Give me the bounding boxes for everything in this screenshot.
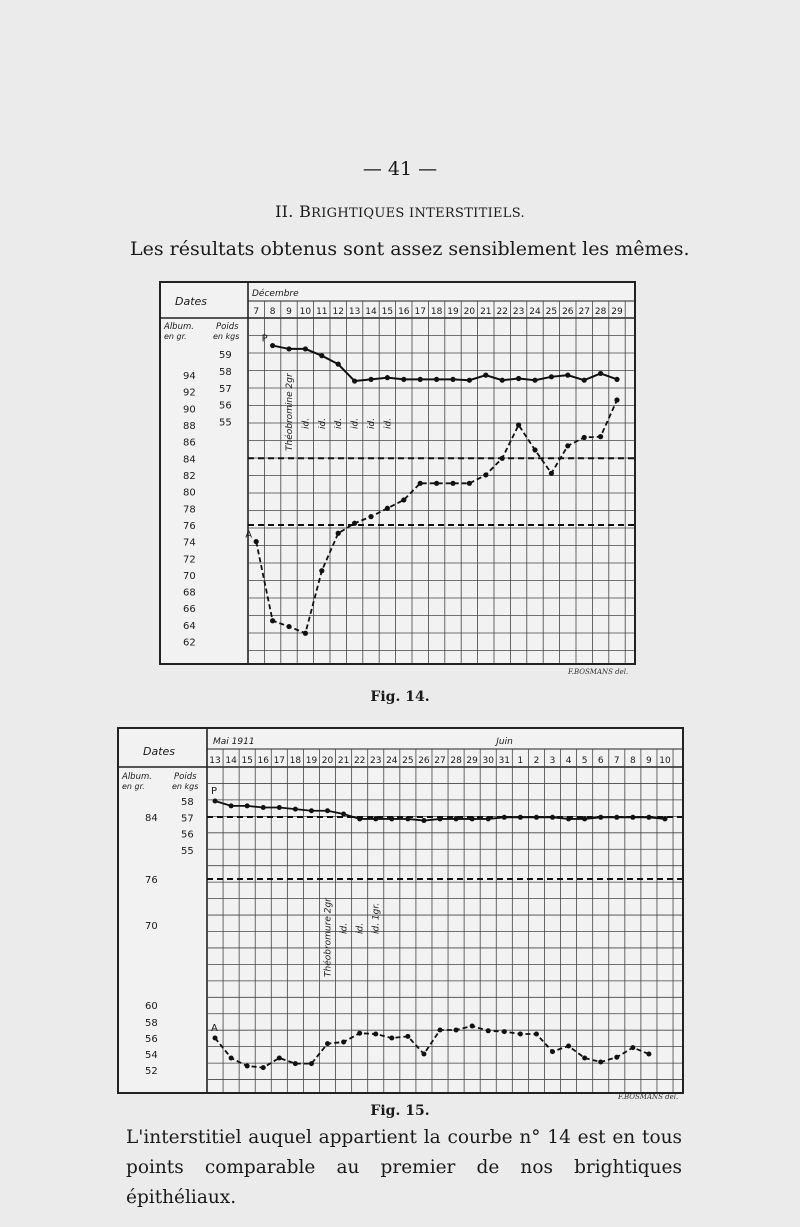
albumin-data-point <box>434 481 439 486</box>
album-tick-label: 76 <box>183 520 196 532</box>
day-label: 11 <box>316 307 328 317</box>
albumin-data-point <box>368 514 373 519</box>
day-label: 10 <box>299 307 312 317</box>
day-label: 13 <box>348 307 361 317</box>
weight-data-point <box>598 815 603 820</box>
day-label: 17 <box>414 307 426 317</box>
albumin-data-point <box>352 521 357 526</box>
albumin-data-point <box>213 1036 218 1041</box>
month-label: Juin <box>496 737 513 747</box>
album-tick-label: 56 <box>145 1034 158 1045</box>
poids-tick-label: 57 <box>181 813 194 825</box>
day-label: 14 <box>225 756 237 766</box>
album-tick-label: 88 <box>183 420 196 432</box>
day-label: 29 <box>466 756 478 766</box>
albumin-data-point <box>614 1055 619 1060</box>
albumin-data-point <box>373 1032 378 1037</box>
weight-data-point <box>418 377 423 382</box>
day-label: 4 <box>565 756 572 766</box>
figure-14-caption: Fig. 14. <box>370 689 430 705</box>
albumin-data-point <box>532 447 537 452</box>
album-tick-label: 54 <box>145 1050 158 1061</box>
treatment-id-label: id. <box>301 417 312 429</box>
albumin-series-marker: A <box>245 529 253 541</box>
weight-data-point <box>532 378 537 383</box>
day-label: 5 <box>581 756 588 766</box>
treatment-id-label: id. <box>317 417 328 429</box>
albumin-data-point <box>325 1041 330 1046</box>
album-tick-label: 90 <box>183 404 196 416</box>
weight-data-point <box>341 812 346 817</box>
weight-data-point <box>336 362 341 367</box>
treatment-id-label: id. <box>339 922 350 934</box>
albumin-data-point <box>401 497 406 502</box>
treatment-id-label: id. <box>383 417 394 429</box>
albumin-data-point <box>516 422 521 427</box>
weight-data-point <box>389 816 394 821</box>
weight-data-point <box>401 377 406 382</box>
day-label: 8 <box>269 307 276 317</box>
album-axis-unit: en gr. <box>164 332 187 341</box>
albumin-data-point <box>389 1036 394 1041</box>
intro-text: Les résultats obtenus sont assez sensiblement les mêmes. <box>130 238 690 260</box>
albumin-data-point <box>309 1061 314 1066</box>
day-label: 22 <box>353 756 366 766</box>
albumin-data-point <box>286 624 291 629</box>
weight-data-point <box>319 353 324 358</box>
day-label: 15 <box>381 307 394 317</box>
weight-data-point <box>614 815 619 820</box>
weight-data-point <box>483 373 488 378</box>
day-label: 26 <box>562 307 574 317</box>
day-label: 18 <box>289 756 302 766</box>
poids-tick-label: 58 <box>181 797 194 808</box>
weight-data-point <box>565 373 570 378</box>
weight-data-point <box>277 805 282 810</box>
poids-axis-unit: en kgs <box>213 332 240 341</box>
day-label: 3 <box>549 756 556 766</box>
albumin-data-point <box>229 1056 234 1061</box>
weight-data-point <box>434 377 439 382</box>
day-label: 27 <box>578 307 590 317</box>
albumin-data-point <box>438 1028 443 1033</box>
day-label: 16 <box>398 307 410 317</box>
album-tick-label: 86 <box>183 437 196 449</box>
day-label: 15 <box>241 756 253 766</box>
day-label: 9 <box>286 307 292 317</box>
albumin-data-point <box>270 618 275 623</box>
albumin-data-point <box>598 434 603 439</box>
albumin-data-point <box>518 1032 523 1037</box>
day-label: 19 <box>447 307 459 317</box>
weight-data-point <box>614 377 619 382</box>
poids-tick-label: 56 <box>219 400 232 412</box>
day-label: 1 <box>517 756 524 766</box>
figure-15-caption: Fig. 15. <box>370 1103 430 1119</box>
album-tick-label: 78 <box>183 504 196 516</box>
dates-header: Dates <box>175 295 208 308</box>
album-tick-label: 70 <box>145 921 158 932</box>
weight-data-point <box>534 815 539 820</box>
weight-data-point <box>261 805 266 810</box>
dates-header: Dates <box>143 745 176 758</box>
poids-axis-title: Poids <box>216 322 239 332</box>
day-label: 25 <box>545 307 558 317</box>
albumin-data-point <box>470 1024 475 1029</box>
albumin-data-point <box>549 471 554 476</box>
weight-data-point <box>502 815 507 820</box>
weight-data-point <box>293 807 298 812</box>
day-label: 20 <box>321 756 334 766</box>
albumin-data-point <box>254 539 259 544</box>
poids-tick-label: 58 <box>219 366 232 378</box>
day-label: 12 <box>332 307 344 317</box>
day-label: 21 <box>480 307 492 317</box>
weight-data-point <box>438 816 443 821</box>
closing-paragraph: L'interstitiel auquel appartient la courbe n° 14 est en tous points comparable au premier de nos brightiques épithéliaux. <box>126 1127 682 1208</box>
albumin-series-marker: A <box>211 1023 218 1034</box>
day-label: 26 <box>418 756 430 766</box>
day-label: 22 <box>496 307 508 317</box>
day-label: 28 <box>450 756 462 766</box>
day-label: 13 <box>209 756 221 766</box>
album-axis-unit: en gr. <box>122 782 145 791</box>
album-tick-label: 66 <box>183 604 196 616</box>
month-label: Mai 1911 <box>213 737 255 747</box>
treatment-label: Théobromure 2gr <box>323 898 334 977</box>
albumin-data-point <box>418 481 423 486</box>
weight-data-point <box>470 816 475 821</box>
albumin-data-point <box>598 1060 603 1065</box>
album-tick-label: 62 <box>183 637 196 649</box>
month-label: Décembre <box>252 289 299 299</box>
albumin-data-point <box>405 1034 410 1039</box>
poids-tick-label: 57 <box>219 383 232 395</box>
album-tick-label: 84 <box>145 813 158 824</box>
weight-data-point <box>662 816 667 821</box>
albumin-data-point <box>293 1061 298 1066</box>
day-label: 30 <box>482 756 494 766</box>
albumin-data-point <box>566 1044 571 1049</box>
albumin-data-point <box>646 1052 651 1057</box>
weight-data-point <box>582 816 587 821</box>
treatment-id-label: id. <box>350 417 361 429</box>
poids-axis-title: Poids <box>174 772 197 782</box>
day-label: 17 <box>273 756 286 766</box>
albumin-data-point <box>421 1052 426 1057</box>
poids-tick-label: 59 <box>219 350 232 361</box>
weight-data-point <box>229 803 234 808</box>
album-tick-label: 60 <box>145 1001 158 1012</box>
albumin-data-point <box>336 531 341 536</box>
day-label: 23 <box>512 307 525 317</box>
albumin-data-point <box>277 1056 282 1061</box>
album-tick-label: 76 <box>145 875 158 886</box>
day-label: 25 <box>402 756 414 766</box>
section-heading-caps: RIGHTIQUES INTERSTITIELS. <box>311 206 525 221</box>
treatment-id-label: id. <box>355 922 366 934</box>
day-label: 9 <box>646 756 652 766</box>
albumin-data-point <box>450 481 455 486</box>
day-label: 29 <box>611 307 623 317</box>
day-label: 24 <box>529 307 541 317</box>
albumin-data-point <box>534 1032 539 1037</box>
weight-data-point <box>550 815 555 820</box>
weight-data-point <box>566 816 571 821</box>
weight-data-point <box>270 343 275 348</box>
day-label: 8 <box>629 756 636 766</box>
day-label: 27 <box>434 756 446 766</box>
weight-data-point <box>405 816 410 821</box>
album-axis-title: Album. <box>164 322 194 332</box>
weight-data-point <box>385 375 390 380</box>
album-tick-label: 52 <box>145 1066 158 1077</box>
weight-data-point <box>357 816 362 821</box>
album-tick-label: 72 <box>183 554 196 566</box>
day-label: 28 <box>594 307 607 317</box>
albumin-data-point <box>303 631 308 636</box>
albumin-data-point <box>582 1056 587 1061</box>
albumin-data-point <box>483 472 488 477</box>
album-tick-label: 68 <box>183 587 196 599</box>
figure-15-chart <box>117 727 684 1094</box>
weight-data-point <box>454 816 459 821</box>
albumin-data-point <box>486 1028 491 1033</box>
weight-data-point <box>421 818 426 823</box>
day-label: 6 <box>597 756 604 766</box>
weight-data-point <box>516 376 521 381</box>
poids-axis-unit: en kgs <box>172 782 199 791</box>
weight-data-point <box>368 377 373 382</box>
weight-data-point <box>646 815 651 820</box>
poids-tick-label: 56 <box>181 829 194 841</box>
figure-15-svg <box>119 729 682 1092</box>
day-label: 19 <box>305 756 318 766</box>
treatment-id-label: id. <box>334 417 345 429</box>
day-label: 7 <box>253 307 260 317</box>
day-label: 2 <box>533 756 540 766</box>
weight-data-point <box>500 378 505 383</box>
section-heading <box>0 202 800 221</box>
albumin-data-point <box>357 1031 362 1036</box>
day-label: 20 <box>463 307 476 317</box>
weight-data-point <box>245 803 250 808</box>
album-tick-label: 58 <box>145 1018 158 1029</box>
page-number: — 41 — <box>362 158 438 180</box>
albumin-data-point <box>502 1029 507 1034</box>
album-tick-label: 94 <box>183 371 196 382</box>
poids-tick-label: 55 <box>181 845 194 857</box>
weight-data-point <box>467 378 472 383</box>
albumin-data-point <box>582 435 587 440</box>
day-label: 14 <box>365 307 377 317</box>
album-tick-label: 92 <box>183 387 196 399</box>
treatment-id-1g-label: id. 1gr. <box>371 902 382 934</box>
weight-data-point <box>352 378 357 383</box>
treatment-label: Théobromine 2gr <box>285 373 295 451</box>
section-heading-prefix: II. B <box>275 202 312 221</box>
albumin-data-point <box>500 456 505 461</box>
figure-15-signature: F.BOSMANS del. <box>618 1093 679 1101</box>
figure-14-svg <box>161 283 634 663</box>
albumin-data-point <box>454 1028 459 1033</box>
day-label: 7 <box>613 756 620 766</box>
weight-data-point <box>373 816 378 821</box>
poids-tick-label: 55 <box>219 417 232 429</box>
albumin-data-point <box>550 1049 555 1054</box>
weight-data-point <box>309 808 314 813</box>
albumin-data-point <box>261 1065 266 1070</box>
albumin-data-point <box>630 1045 635 1050</box>
weight-data-point <box>213 799 218 804</box>
weight-data-point <box>286 346 291 351</box>
weight-data-point <box>549 374 554 379</box>
weight-data-point <box>518 815 523 820</box>
album-tick-label: 70 <box>183 570 196 582</box>
weight-data-point <box>630 815 635 820</box>
album-tick-label: 84 <box>183 454 196 466</box>
weight-data-point <box>325 808 330 813</box>
day-label: 31 <box>498 756 511 766</box>
weight-data-point <box>450 377 455 382</box>
albumin-data-point <box>385 506 390 511</box>
weight-data-point <box>582 378 587 383</box>
album-tick-label: 74 <box>183 537 196 549</box>
weight-data-point <box>598 371 603 376</box>
album-axis-title: Album. <box>122 772 152 782</box>
day-label: 10 <box>659 756 671 766</box>
album-tick-label: 80 <box>183 487 196 499</box>
day-label: 16 <box>257 756 269 766</box>
albumin-data-point <box>341 1040 346 1045</box>
treatment-id-label: id. <box>367 417 377 429</box>
albumin-data-point <box>614 397 619 402</box>
day-label: 18 <box>430 307 443 317</box>
day-label: 23 <box>370 756 382 766</box>
album-tick-label: 82 <box>183 470 196 482</box>
day-label: 24 <box>386 756 398 766</box>
figure-14-chart <box>159 281 636 665</box>
albumin-data-point <box>565 443 570 448</box>
weight-series-marker: P <box>261 333 268 345</box>
weight-series-marker: P <box>211 786 218 797</box>
albumin-data-point <box>319 568 324 573</box>
album-tick-label: 64 <box>183 620 196 632</box>
day-label: 21 <box>337 756 350 766</box>
albumin-data-point <box>245 1064 250 1069</box>
albumin-data-point <box>467 481 472 486</box>
weight-data-point <box>486 816 491 821</box>
figure-14-signature: F.BOSMANS del. <box>568 668 629 676</box>
weight-data-point <box>303 346 308 351</box>
